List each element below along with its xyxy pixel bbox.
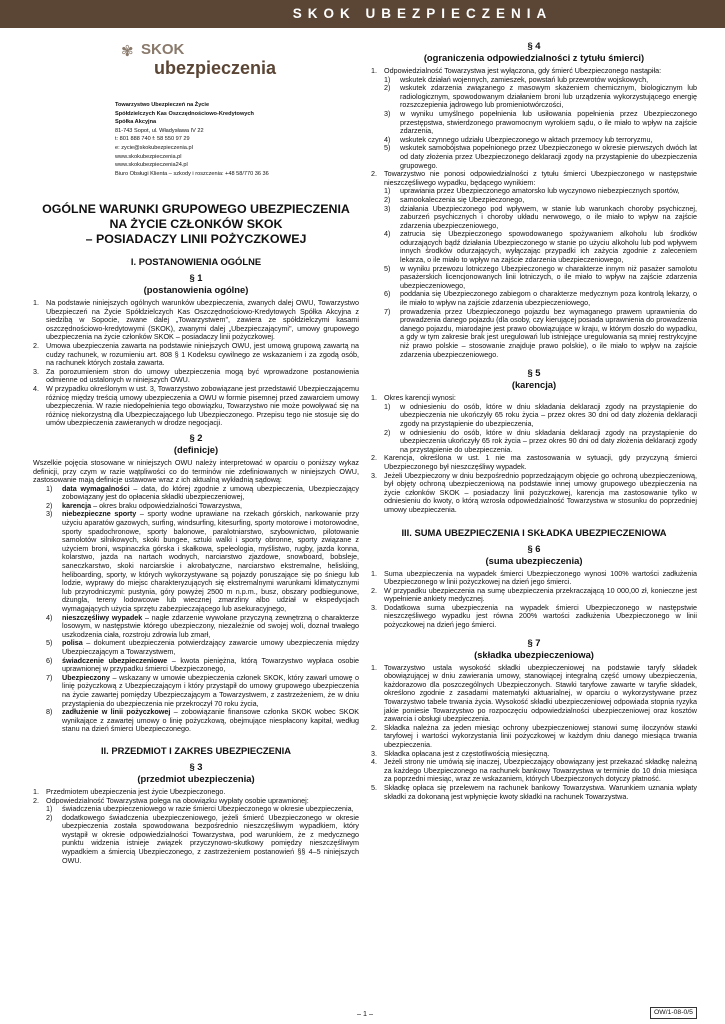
paragraph-title: (definicje) [173, 443, 219, 455]
title-line: – POSIADACZY LINII POŻYCZKOWEJ [85, 232, 307, 246]
paragraph-number: § 2 [189, 431, 203, 443]
list-item [33, 368, 359, 385]
item-number: 2. [33, 795, 39, 805]
item-text: wskutek czynnego udziału Ubezpieczonego w aktach przemocy lub terroryzmu, [400, 134, 653, 144]
paragraph-number: § 5 [527, 367, 541, 379]
item-text: dodatkowego świadczenia ubezpieczeniowego, jeżeli śmierć Ubezpieczonego w okresie ubezpieczenia została spowodowana bezpośrednio nieszczęśliwym wypadkiem, który wystąpił w okresie odpowiedzialności Towarzystwa, pod warunkiem, że z medycznego punktu widzenia istnieje związek przyczynowo-skutkowy pomiędzy nieszczęśliwym wypadkiem a śmiercią Ubezpieczonego, z zastrzeżeniem postanowień §§ 4–5 niniejszych OWU. [62, 812, 359, 865]
item-text: wskutek działań wojennych, zamieszek, powstań lub przewrotów wojskowych, [400, 74, 649, 84]
item-text: prowadzenia przez Ubezpieczonego pojazdu bez wymaganego prawem uprawnienia do prowadzenia danego pojazdu (dla osoby, czy kierującej posiada uprawnienia do prowadzenia danego pojazdu, miarodajne jest prawo obowiązujące w kraju, w którym doszło do wypadku, a gdy w tym zakresie brak jest uregulowań lub istniejące uregulowania są mniej restrykcyjne niż prawo polskie – stosowanie znajduje prawo polskie), o ile miało to wpływ na zajście zdarzenia ubezpieczeniowego. [400, 306, 697, 359]
paragraph-title: (przedmiot ubezpieczenia) [137, 772, 255, 784]
item-number: 6) [46, 655, 53, 665]
item-text: Za porozumieniem stron do umowy ubezpieczenia mogą być wprowadzone postanowienia odmienne od ustalonych w niniejszych OWU. [46, 366, 359, 385]
item-number: 3. [371, 602, 377, 612]
item-text: wskutek zdarzenia związanego z masowym skażeniem chemicznym, biologicznym lub radiologicznym, spowodowanym działaniem broni lub urządzenia wykorzystującego energię rozszczepienia jądrowego lub promieniotwórczości, [400, 83, 697, 110]
item-number: 2) [384, 427, 391, 437]
item-number: 1. [371, 66, 377, 75]
definition-term: karencja [62, 500, 92, 510]
sub-list [384, 187, 697, 359]
definition-term: świadczenie ubezpieczeniowe [62, 655, 168, 665]
list-item [371, 454, 697, 471]
list-item [384, 110, 697, 136]
item-text: działania Ubezpieczonego pod wpływem, w stanie lub warunkach choroby psychicznej, zaburzeń psychicznych i choroby układu nerwowego, o ile miało to wpływ na zajście zdarzenia ubezpieczeniowego, [400, 203, 697, 230]
list-item [384, 205, 697, 231]
definition-text: – kwota pieniężna, którą Towarzystwo wypłaca osobie uprawnionej w przypadku śmierci Ubezpieczonego, [62, 655, 360, 674]
logo-brand: SKOK [141, 41, 185, 58]
page-number: – 1 – [357, 1009, 373, 1018]
definitions-intro: Wszelkie pojęcia stosowane w niniejszych OWU należy interpretować w oparciu o poniższy wykaz definicji, przy czym w razie wątpliwości co do terminów nie zdefiniowanych w niniejszych OWU, zastosowanie mają definicje ustawowe wraz z ich aktualną wykładnią sądową: [33, 457, 359, 485]
item-text: Karencja, określona w ust. 1 nie ma zastosowania w sytuacji, gdy przyczyną śmierci Ubezpieczonego był nieszczęśliwy wypadek. [384, 453, 697, 471]
list-item [371, 587, 697, 604]
item-number: 1. [33, 786, 39, 796]
item-text: Umowa ubezpieczenia zawarta na podstawie niniejszych OWU, jest umową grupową zawartą na cudzy rachunek, w rozumieniu art. 808 § 1 Kodeksu cywilnego ze wskazaniem i za zgodą osób, na rachunek których została zawarta. [46, 340, 359, 368]
company-phone: t: 801 888 740 f: 58 550 97 29 [115, 136, 190, 143]
item-text: wskutek samobójstwa popełnionego przez Ubezpieczonego w okresie pierwszych dwóch lat od daty złożenia przez Ubezpieczonego deklaracji zgody na przystąpienie do ubezpieczenia grupowego. [400, 143, 697, 170]
paragraph-number: § 4 [527, 40, 541, 51]
company-hotline: Biuro Obsługi Klienta – szkody i roszczenia: +48 58/770 36 36 [115, 170, 269, 177]
item-number: 1) [46, 804, 53, 814]
item-number: 1. [371, 568, 377, 578]
item-text: Okres karencji wynosi: [384, 393, 456, 403]
list-item [384, 230, 697, 264]
item-number: 3. [33, 366, 39, 376]
item-text [62, 510, 359, 613]
logo-sub: ubezpieczenia [154, 58, 277, 78]
definition-item [46, 485, 359, 502]
item-text: zatrucia się Ubezpieczonego spowodowanego spożywaniem alkoholu lub środków odurzających bądź działania Ubezpieczonego w stanie po użyciu alkoholu lub pod wpływem innych środków odurzających, wyłączając przypadki ich zażycia zgodnie z zaleceniem lekarza, o ile miało to wpływ na zajście zdarzenia ubezpieczeniowego, [400, 229, 697, 265]
item-number: 1. [33, 298, 39, 307]
definition-text: – wskazany w umowie ubezpieczenia członek SKOK, który zawarł umowę o linię pożyczkową z Ubezpieczającym i który przystąpił do umowy grupowego ubezpieczenia na życie zawartej pomiędzy Ubezpieczającym a Towarzystwem, z zastrzeżeniem, że w dniu przystąpienia do ubezpieczenia nie przekroczył 70 roku życia, [62, 672, 359, 708]
company-website-2[interactable]: www.skokubezpieczenia24.pl [115, 162, 188, 169]
definition-text: – nagłe zdarzenie wywołane przyczyną zewnętrzną o charakterze losowym, w następstwie którego ubezpieczony, niezależnie od swojej woli, doznał trwałego uszkodzenia ciała, rozstroju zdrowia lub zmarł, [62, 612, 359, 639]
paragraph-number: § 7 [527, 636, 541, 648]
item-text: Jeżeli Ubezpieczony w dniu bezpośrednio poprzedzającym objęcie go ochroną ubezpieczeniową, był objęty ochroną ubezpieczeniową na podstawie innej umowy grupowego ubezpieczenia na życie członków SKOK – posiadaczy linii pożyczkowej, karencja ma zastosowanie tylko w odniesieniu do kwoty, o którą wzrosła odpowiedzialność Towarzystwa w stosunku do poprzedniej umowy ubezpieczenia. [384, 470, 697, 514]
item-number: 4. [371, 757, 377, 767]
definition-item [46, 657, 359, 674]
numbered-list [33, 788, 359, 805]
document-title [33, 202, 359, 247]
item-number: 4) [46, 612, 53, 622]
item-text: w odniesieniu do osób, które w dniu składania deklaracji zgody na przystąpienie do ubezpieczenia ukończyły 65 rok życia – przez okres 90 dni od daty złożenia deklaracji zgody na przystąpienie do ubezpieczenia. [400, 427, 697, 454]
list-item [33, 342, 359, 368]
item-number: 3. [371, 748, 377, 758]
item-number: 1. [371, 393, 377, 403]
definition-item [46, 708, 359, 734]
item-number: 8) [46, 707, 53, 717]
paragraph-number: § 3 [189, 760, 203, 772]
numbered-list [371, 570, 697, 630]
item-number: 1) [46, 483, 53, 493]
item-text: Dodatkowa suma ubezpieczenia na wypadek śmierci Ubezpieczonego w następstwie nieszczęśliwego wypadku jest równa 200% wartości zadłużenia Ubezpieczonego w linii pożyczkowej na dzień jego śmierci. [384, 602, 697, 630]
item-text: w odniesieniu do osób, które w dniu składania deklaracji zgody na przystąpienie do ubezpieczenia nie ukończyły 65 roku życia – przez okres 30 dni od daty złożenia deklaracji zgody na przystąpienie do ubezpieczenia, [400, 401, 697, 428]
item-text [62, 657, 359, 674]
list-item [384, 308, 697, 360]
list-item [371, 604, 697, 630]
section-heading: III. SUMA UBEZPIECZENIA I SKŁADKA UBEZPIECZENIOWA [401, 526, 667, 538]
item-number: 2) [46, 812, 53, 822]
list-item [33, 299, 359, 342]
document-code: OW/1-08-0/5 [650, 1007, 697, 1019]
list-item [384, 265, 697, 291]
item-number: 2) [384, 194, 391, 204]
list-item [371, 784, 697, 801]
item-number: 2. [371, 169, 377, 179]
item-text [62, 614, 359, 640]
list-item [384, 144, 697, 170]
item-number: 5) [384, 143, 391, 153]
company-name-line: Towarzystwo Ubezpieczeń na Życie [115, 102, 210, 108]
item-text: Składkę opłaca się przelewem na rachunek bankowy Towarzystwa. Warunkiem uznania wpłaty składki za dokonaną jest wpłynięcie kwoty składki na rachunek Towarzystwa. [384, 782, 697, 801]
company-name-line: Spółdzielczych Kas Oszczędnościowo-Kredytowych [115, 110, 254, 117]
definition-item [46, 614, 359, 640]
item-text: Składka opłacana jest z częstotliwością miesięczną. [384, 748, 550, 758]
item-text: W przypadku ubezpieczenia na sumę ubezpieczenia przekraczającą 10 000,00 zł, konieczne jest wypełnienie ankiety medycznej. [384, 585, 697, 604]
item-text: Odpowiedzialność Towarzystwa jest wyłączona, gdy śmierć Ubezpieczonego nastąpiła: [384, 66, 662, 75]
list-item [371, 170, 697, 187]
item-number: 3) [384, 108, 391, 118]
item-text: Jeżeli strony nie umówią się inaczej, Ubezpieczający obowiązany jest przekazać składkę należną za każdego Ubezpieczonego na rachunek bankowy Towarzystwa w terminie do 10 dnia miesiąca za poprzedni miesiąc, wraz ze wskazaniem, których Ubezpieczonych dotyczy płatność. [384, 757, 697, 784]
item-text: w wyniku umyślnego popełnienia lub usiłowania popełnienia przez Ubezpieczonego przestępstwa, stwierdzonego prawomocnym wyrokiem sądu, o ile miało to wpływ na zajście zdarzenia, [400, 108, 697, 136]
section-heading: I. POSTANOWIENIA OGÓLNE [130, 256, 262, 267]
list-item [371, 664, 697, 724]
item-number: 1) [384, 401, 391, 411]
definition-term: data wymagalności [62, 483, 130, 493]
definition-term: nieszczęśliwy wypadek [62, 612, 143, 622]
item-number: 4) [384, 229, 391, 239]
item-number: 2. [33, 340, 39, 350]
definition-text: – dokument ubezpieczenia potwierdzający zawarcie umowy ubezpieczenia między Ubezpieczającym a Towarzystwem, [62, 638, 359, 656]
definition-text: – sporty wodne uprawiane na rzekach górskich, narkowanie przy użyciu aparatów gazowych, surfing, windsurfing, kitesurfing, sporty motorowe i motorowodne, sporty spadochronowe, sporty balonowe, paralotniarstwo, szybownictwo, pilotowanie samolotów silnikowych, skoki bungee, sztuki walki i sporty obronne, sporty związane z użyciem broni, wspinaczka górska i skałkowa, speleologia, myślistwo, rugby, jazda konna, kolarstwo, jazda na nartach wodnych, narciarstwo zjazdowe, snowboard, bobsleje, saneczkarstwo, skoki narciarskie i akrobatyczne, narciarstwo ekstremalne, heliskiing, heliboarding, sporty, w których wykorzystywane są pojazdy poruszające się po śniegu lub lodzie, wyprawy do miejsc charakteryzujących się ekstremalnymi warunkami klimatycznymi lub przyrodniczymi: pustynia, góry powyżej 2500 m n.p.m., busz, obszary podbiegunowe, dżungla, tereny lodowcowe lub wiecznej zmarzliny albo udział w ekspedycjach wymagających użycia sprzętu zabezpieczającego lub asekuracyjnego, [62, 509, 359, 613]
item-text [62, 708, 359, 734]
paragraph-title: (karencja) [511, 379, 557, 391]
definition-item [46, 674, 359, 708]
company-info [115, 101, 375, 178]
definition-item [46, 639, 359, 656]
sub-list [384, 403, 697, 455]
list-item [384, 429, 697, 455]
header-banner: SKOK UBEZPIECZENIA [0, 0, 725, 28]
numbered-list [371, 664, 697, 802]
definition-text: – data, do której zgodnie z umową ubezpieczenia, Ubezpieczający zobowiązany jest do opłacenia składki ubezpieczeniowej, [62, 483, 359, 502]
item-number: 3) [46, 509, 53, 519]
item-number: 3. [371, 470, 377, 480]
item-number: 4. [33, 383, 39, 393]
company-address: 81-743 Sopot, ul. Władysława IV 22 [115, 127, 204, 134]
numbered-list [33, 299, 359, 428]
list-item [371, 570, 697, 587]
company-name-line: Spółka Akcyjna [115, 119, 157, 126]
paragraph-title: (suma ubezpieczenia) [485, 554, 583, 566]
paragraph-title: (postanowienia ogólne) [143, 284, 249, 295]
item-number: 5. [371, 782, 377, 792]
list-item [384, 290, 697, 307]
item-text: Suma ubezpieczenia na wypadek śmierci Ubezpieczonego wynosi 100% wartości zadłużenia Ubezpieczonego w linii pożyczkowej na dzień jego śmierci. [384, 568, 697, 587]
list-item [371, 724, 697, 750]
definition-term: polisa [62, 638, 83, 648]
item-number: 7) [384, 306, 391, 316]
definition-text: – okres braku odpowiedzialności Towarzystwa, [91, 500, 243, 510]
item-text: poddania się Ubezpieczonego zabiegom o charakterze medycznym poza kontrolą lekarzy, o ile miało to wpływ na zajście zdarzenia ubezpieczeniowego, [400, 289, 697, 308]
paragraph-title: (ograniczenia odpowiedzialności z tytułu śmierci) [423, 52, 645, 63]
item-number: 2. [371, 585, 377, 595]
item-text: świadczenia ubezpieczeniowego w razie śmierci Ubezpieczonego w okresie ubezpieczenia, [62, 804, 354, 814]
list-item [33, 385, 359, 428]
right-column [371, 40, 697, 801]
item-number: 3) [384, 203, 391, 213]
item-number: 5) [46, 638, 53, 648]
title-line: OGÓLNE WARUNKI GRUPOWEGO UBEZPIECZENIA [42, 202, 350, 216]
item-number: 2) [46, 500, 53, 510]
item-number: 1) [384, 186, 391, 196]
paragraph-number: § 1 [189, 272, 203, 283]
item-text [62, 639, 359, 656]
item-number: 7) [46, 672, 53, 682]
item-text: Przedmiotem ubezpieczenia jest życie Ubezpieczonego. [46, 786, 226, 796]
sub-list [46, 805, 359, 865]
list-item [46, 814, 359, 866]
definition-term: Ubezpieczony [62, 672, 110, 682]
title-line: NA ŻYCIE CZŁONKÓW SKOK [109, 217, 283, 231]
item-text: Na podstawie niniejszych ogólnych warunków ubezpieczenia, zwanych dalej OWU, Towarzystwo Ubezpieczeń na Życie Spółdzielczych Kas Oszczędnościowo-Kredytowych Spółka Akcyjna z siedzibą w Sopocie, zwane dalej „Towarzystwem", zawiera ze spółdzielczymi kasami oszczędnościowo-kredytowymi (SKOK), zwanymi dalej „Ubezpieczającymi", umowy grupowego ubezpieczenia na życie członków SKOK – posiadaczy linii pożyczkowej. [46, 298, 359, 342]
section-heading: II. PRZEDMIOT I ZAKRES UBEZPIECZENIA [100, 744, 292, 756]
item-text: Odpowiedzialność Towarzystwa polega na obowiązku wypłaty osobie uprawnionej: [46, 795, 309, 805]
definition-term: niebezpieczne sporty [62, 509, 137, 519]
left-column [33, 202, 359, 865]
company-website[interactable]: www.skokubezpieczenia.pl [115, 153, 182, 160]
definition-term: zadłużenie w linii pożyczkowej [62, 707, 171, 717]
item-text: Towarzystwo ustala wysokość składki ubezpieczeniowej na podstawie taryfy składek obowiązującej w dniu zawierania umowy, stanowiącej integralną część umowy ubezpieczenia, każdorazowo dla poszczególnych Ubezpieczonych. Stawki taryfowe zawarte w taryfie składek, określono zgodnie z zasadami matematyki aktuarialnej, w oparciu o wykorzystywane przez Towarzystwo tabele trwania życia. Wysokość składki ubezpieczeniowej odpowiada stopnia ryzyka jakie poniesie Towarzystwo po rozpoczęciu odpowiedzialności ubezpieczeniowej oraz kosztów zawarcia i obsługi ubezpieczenia. [384, 662, 697, 724]
item-number: 2. [371, 453, 377, 463]
item-number: 1. [371, 662, 377, 672]
item-text [62, 674, 359, 708]
list-item [384, 403, 697, 429]
definition-item [46, 510, 359, 613]
company-email[interactable]: e: zycie@skokubezpieczenia.pl [115, 144, 193, 151]
sub-list [384, 76, 697, 171]
item-text [62, 485, 359, 502]
item-number: 1) [384, 74, 391, 84]
item-text: samookaleczenia się Ubezpieczonego, [400, 194, 525, 204]
list-item [371, 472, 697, 515]
item-text: W przypadku określonym w ust. 3, Towarzystwo zobowiązane jest przedstawić Ubezpieczającemu różnicę między treścią umowy ubezpieczenia a OWU w formie pisemnej przed zawarciem umowy ubezpieczenia. W razie niedopełnienia tego obowiązku, Towarzystwo nie może powoływać się na różnicę niekorzystną dla Ubezpieczającego lub Ubezpieczonego. Przepisu tego nie stosuje się do umów ubezpieczenia zawieranych w drodze negocjacji. [46, 383, 359, 428]
definition-text: – zobowiązanie finansowe członka SKOK wobec SKOK wynikające z zawartej umowy o linię pożyczkową, obejmujące niespłacony kapitał, według stanu na dzień śmierci Ubezpieczonego. [62, 707, 359, 734]
item-text: Składka należna za jeden miesiąc ochrony ubezpieczeniowej stanowi sumę iloczynów stawki taryfowej i wartości wykorzystania linii pożyczkowej w każdym dniu danego miesiąca trwania ubezpieczenia. [384, 722, 697, 749]
item-text: Towarzystwo nie ponosi odpowiedzialności z tytułu śmierci Ubezpieczonego w następstwie nieszczęśliwego wypadku, będącego wynikiem: [384, 169, 697, 187]
paragraph-title: (składka ubezpieczeniowa) [474, 648, 594, 660]
item-number: 5) [384, 263, 391, 273]
list-item [384, 84, 697, 110]
item-number: 2. [371, 722, 377, 732]
paragraph-number: § 6 [527, 542, 541, 554]
logo-flower-icon: ✾ [121, 43, 134, 60]
list-item [371, 758, 697, 784]
item-number: 6) [384, 289, 391, 299]
numbered-list [371, 454, 697, 514]
item-text: uprawiania przez Ubezpieczonego amatorsko lub wyczynowo niebezpiecznych sportów, [400, 186, 680, 196]
company-logo [115, 40, 277, 90]
definitions-list [46, 485, 359, 734]
item-number: 4) [384, 134, 391, 144]
item-text: w wyniku przewozu lotniczego Ubezpieczonego w charakterze innym niż pasażer samolotu pasażerskich licencjonowanych linii lotniczych, o ile miało to wpływ na zajście zdarzenia ubezpieczeniowego, [400, 263, 697, 290]
item-number: 2) [384, 83, 391, 93]
